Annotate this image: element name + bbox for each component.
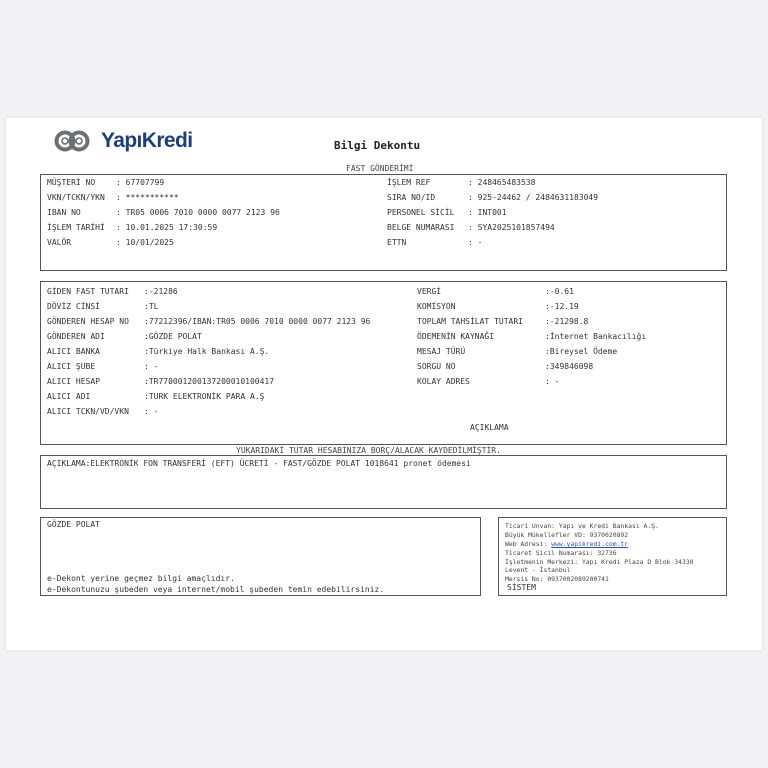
detail-value: :-21298.8 [545, 317, 589, 326]
detail-label: MESAJ TÜRÜ [417, 347, 466, 356]
yapikredi-logo [54, 128, 192, 154]
info-label: MÜŞTERİ NO [47, 178, 96, 187]
info-value: : SYA2025101857494 [468, 223, 555, 232]
company-web-label: Web Adresi: [505, 540, 552, 548]
detail-label: GİDEN FAST TUTARI [47, 287, 129, 296]
info-label: IBAN NO [47, 208, 81, 217]
company-unvan: Ticari Unvan: Yapı ve Kredi Bankası A.Ş. [505, 522, 659, 530]
footer-name: GÖZDE POLAT [47, 520, 100, 529]
company-web [505, 540, 628, 548]
company-merkez-1: İşletmenin Merkezi: Yapı Kredi Plaza D Blok 34330 [505, 558, 694, 566]
detail-label: ALICI BANKA [47, 347, 100, 356]
company-mukellef: Büyük Mükellefler VD: 9370020892 [505, 531, 629, 539]
info-value: : TR05 0006 7010 0000 0077 2123 96 [116, 208, 280, 217]
detail-value: :-0.61 [545, 287, 574, 296]
detail-label: KOMİSYON [417, 302, 456, 311]
description-text: AÇIKLAMA:ELEKTRONİK FON TRANSFERİ (EFT) ÜCRETİ - FAST/GÖZDE POLAT 1018641 pronet ödemesi [47, 459, 471, 468]
detail-label: TOPLAM TAHSİLAT TUTARI [417, 317, 523, 326]
info-label: SIRA NO/ID [387, 193, 436, 202]
detail-label: ÖDEMENİN KAYNAĞI [417, 332, 495, 341]
detail-label: ALICI TCKN/VD/VKN [47, 407, 129, 416]
info-value: : 10/01/2025 [116, 238, 174, 247]
info-label: PERSONEL SİCİL [387, 208, 455, 217]
footer-note-1: e-Dekont yerine geçmez bilgi amaçlıdır. [47, 574, 235, 583]
info-label: VALÖR [47, 238, 72, 247]
info-label: İŞLEM REF [387, 178, 431, 187]
company-web-link[interactable]: www.yapikredi.com.tr [551, 540, 629, 548]
info-label: ETTN [387, 238, 407, 247]
detail-label: GÖNDEREN ADI [47, 332, 105, 341]
detail-label: VERGİ [417, 287, 442, 296]
info-value: : 925-24462 / 2484631183049 [468, 193, 599, 202]
detail-label: GÖNDEREN HESAP NO [47, 317, 129, 326]
detail-value: :-12.19 [545, 302, 579, 311]
company-merkez-2: Levent - İstanbul [505, 566, 571, 574]
yapikredi-logo-icon [54, 130, 98, 152]
info-label: BELGE NUMARASI [387, 223, 455, 232]
info-value: : 248465483538 [468, 178, 536, 187]
detail-value: :GÖZDE POLAT [144, 332, 202, 341]
company-mersis: Mersis No: 0937002089200741 [505, 575, 609, 583]
detail-label: KOLAY ADRES [417, 377, 470, 386]
info-label: İŞLEM TARİHİ [47, 223, 105, 232]
detail-label: ALICI ŞUBE [47, 362, 96, 371]
info-value: : - [468, 238, 483, 247]
section-title: FAST GÖNDERİMİ [346, 164, 414, 173]
info-value: : 67707799 [116, 178, 165, 187]
detail-value: :TURK ELEKTRONİK PARA A.Ş [144, 392, 265, 401]
info-value: : INT001 [468, 208, 507, 217]
company-sicil: Ticaret Sicil Numarası: 32736 [505, 549, 617, 557]
detail-label: DÖVİZ CİNSİ [47, 302, 100, 311]
detail-value: : - [144, 362, 159, 371]
detail-value: : - [545, 377, 560, 386]
info-value: : 10.01.2025 17:30:59 [116, 223, 218, 232]
aciklama-label: AÇIKLAMA [470, 423, 509, 432]
detail-label: ALICI ADI [47, 392, 91, 401]
detail-label: SORGU NO [417, 362, 456, 371]
footer-note-2: e-Dekontunuzu şubeden veya internet/mobil şubeden temin edebilirsiniz. [47, 585, 385, 594]
detail-value: :77212396/IBAN:TR05 0006 7010 0000 0077 2123 96 [144, 317, 371, 326]
logo-text: YapıKredi [101, 129, 193, 152]
detail-value: :349846098 [545, 362, 594, 371]
detail-value: : - [144, 407, 159, 416]
info-value: : *********** [116, 193, 179, 202]
document-title: Bilgi Dekontu [334, 139, 421, 152]
notice-text: YUKARIDAKİ TUTAR HESABINIZA BORÇ/ALACAK KAYDEDİLMİŞTİR. [236, 446, 501, 455]
detail-value: :Türkiye Halk Bankası A.Ş. [144, 347, 270, 356]
info-label: VKN/TCKN/YKN [47, 193, 105, 202]
detail-value: :-21286 [144, 287, 178, 296]
detail-label: ALICI HESAP [47, 377, 100, 386]
detail-value: :TL [144, 302, 159, 311]
company-sistem: SİSTEM [507, 583, 536, 592]
detail-value: :TR770001200137200010100417 [144, 377, 275, 386]
detail-value: :İnternet Bankacılığı [545, 332, 647, 341]
detail-value: :Bireysel Ödeme [545, 347, 618, 356]
